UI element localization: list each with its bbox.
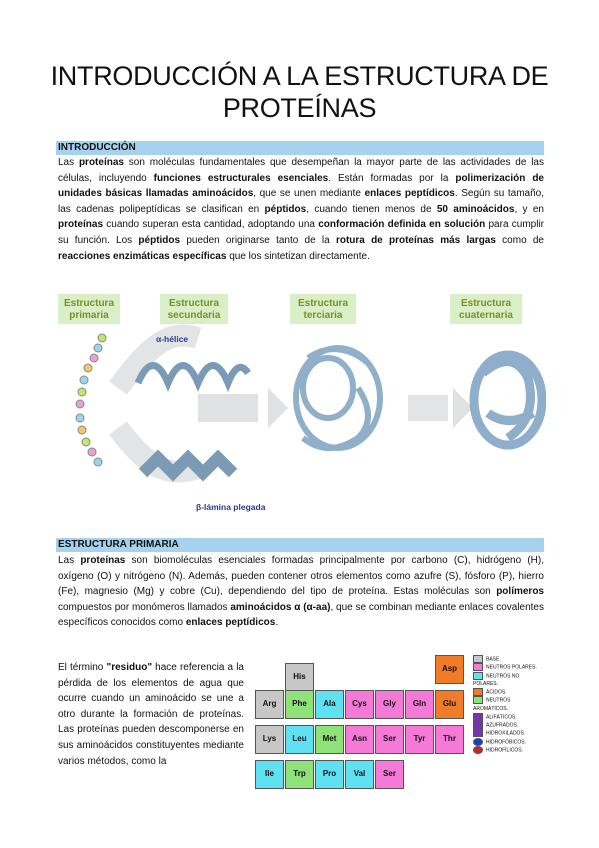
legend-item [473,655,545,663]
text-run: son biomoléculas esenciales formadas principalmente por carbono (C), hidrógeno (H), oxígeno (O) y nitrógeno (N). Además, pueden contener otros elementos como azufre (S), fósforo (P), hierro (Fe), magnesio (Mg) y cobre (Cu), dependiendo del tipo de proteína. Estas moléculas son [58,555,544,598]
section-heading-intro: INTRODUCCIÓN [56,141,544,155]
bold-term: péptidos [264,203,307,215]
amino-acid-cell: Asn [345,725,374,754]
quaternary-structure [474,355,542,445]
legend-swatch [473,696,483,704]
amino-acid-cell: Gly [375,690,404,719]
legend-item [473,688,545,696]
text-run: Las [58,555,81,566]
amino-acid-cell: Lys [255,725,284,754]
bold-term: proteínas [78,157,124,168]
tertiary-structure [296,348,380,448]
text-run: hace referencia a la pérdida de los elementos de agua que ocurre cuando un aminoácido se une a otro durante la formación de proteínas. Las proteínas pueden descomponerse en sus aminoácidos constituyentes mediante varios métodos, como la [58,662,244,767]
amino-acid-cell: Trp [285,760,314,789]
legend-item [473,663,545,671]
label-tertiary-structure: Estructura terciaria [290,294,356,324]
amino-acid-cell: His [285,663,314,692]
alpha-helix-label: α-hélice [156,334,189,344]
bold-term: enlaces peptídicos [185,617,276,629]
bold-term: enlaces peptídicos [364,188,455,200]
page-title: INTRODUCCIÓN A LA ESTRUCTURA DE PROTEÍNAS [50,61,549,123]
amino-acid-cell: Thr [435,725,464,754]
text-run: , que se combinan mediante enlaces covalentes específicos conocidos como [58,601,544,629]
legend-text: NEUTROS NO POLARES. [473,672,520,687]
amino-acid-table [255,655,545,840]
amino-acid-cell: Ile [255,760,284,789]
bold-term: proteínas [58,219,104,231]
alpha-helix [138,366,248,384]
amino-acid-cell: Asp [435,655,464,684]
legend-item [473,729,545,737]
text-run: . [275,617,279,629]
text-run: , cuando tienen menos de [306,203,437,215]
amino-acid-cell: Gln [405,690,434,719]
amino-acid-cell: Cys [345,690,374,719]
primary-paragraph [58,553,544,631]
bold-term: reacciones enzimáticas específicas [58,250,227,262]
label-secondary-structure: Estructura secundaria [160,294,228,324]
bold-term: "residuo" [106,662,153,673]
legend-swatch [473,655,483,663]
text-run: como de [495,234,544,246]
legend-text: HIDROXILADOS. [486,730,526,737]
intro-paragraph [58,155,544,264]
legend-text: NEUTROS AROMÁTICOS. [473,697,511,712]
text-run: cuando superan esta cantidad, adoptando una [103,219,319,231]
legend-item [473,696,545,712]
legend-text: AZUFRADOS. [486,722,519,729]
bold-term: polímeros [496,586,544,598]
protein-structure-figure [58,288,546,520]
legend-item [473,713,545,721]
legend-text: BASE. [486,656,501,663]
label-primary-structure: Estructura primaria [58,294,120,324]
text-run: son moléculas fundamentales que desempeñan la mayor parte de las actividades de las células, incluyendo [58,157,544,184]
bold-term: funciones estructurales esenciales [153,172,329,184]
bold-term: aminoácidos α (α-aa) [230,601,331,613]
amino-legend [473,655,545,754]
legend-text: HIDROFÓBICOS. [486,738,527,745]
bold-term: rotura de proteínas más largas [335,234,496,246]
legend-text: NEUTROS POLARES. [486,664,537,671]
legend-item [473,738,545,746]
amino-acid-cell: Ser [375,725,404,754]
amino-acid-cell: Leu [285,725,314,754]
legend-text: ALIFÁTICOS. [486,713,517,720]
amino-acid-cell: Met [315,725,344,754]
text-run: . Están formadas por la [328,172,456,184]
amino-acid-cell: Tyr [405,725,434,754]
amino-acid-cell: Pro [315,760,344,789]
legend-item [473,746,545,754]
text-run: Las [58,157,79,168]
amino-chain [76,334,106,466]
text-run: para cumplir su función. Los [58,219,544,246]
text-run: pueden originarse tanto de la [180,234,336,246]
legend-swatch [473,738,483,746]
amino-acid-cell: Phe [285,690,314,719]
text-run: , que se unen mediante [253,188,365,200]
legend-swatch [473,713,483,721]
bold-term: proteínas [80,555,126,566]
text-run: que los sintetizan directamente. [226,250,370,262]
label-quaternary-structure: Estructura cuaternaria [450,294,522,324]
text-run: El término [58,662,107,673]
legend-text: ÁCIDOS. [486,689,507,696]
legend-item [473,672,545,688]
bold-term: 50 aminoácidos [436,203,515,215]
amino-acid-cell: Ala [315,690,344,719]
amino-acid-cell: Val [345,760,374,789]
residue-paragraph [58,660,244,769]
amino-acid-cell: Arg [255,690,284,719]
legend-swatch [473,672,483,680]
legend-swatch [473,663,483,671]
bold-term: conformación definida en solución [318,219,486,231]
amino-acid-cell: Ser [375,760,404,789]
bold-term: péptidos [138,234,181,246]
section-heading-primary: ESTRUCTURA PRIMARIA [56,538,544,552]
text-run: , y en [514,203,544,215]
amino-acid-cell: Glu [435,690,464,719]
bold-term: polimerización de unidades básicas llamadas aminoácidos [58,172,544,200]
legend-swatch [473,746,483,754]
legend-text: HIDROFÍLICOS. [486,747,523,754]
text-run: . Según su tamaño, las cadenas polipeptídicas se clasifican en [58,188,544,215]
legend-swatch [473,688,483,696]
legend-swatch [473,721,483,729]
beta-sheet-label: β-lámina plegada [196,502,266,512]
text-run: compuestos por monómeros llamados [58,601,231,613]
legend-swatch [473,729,483,737]
legend-item [473,721,545,729]
